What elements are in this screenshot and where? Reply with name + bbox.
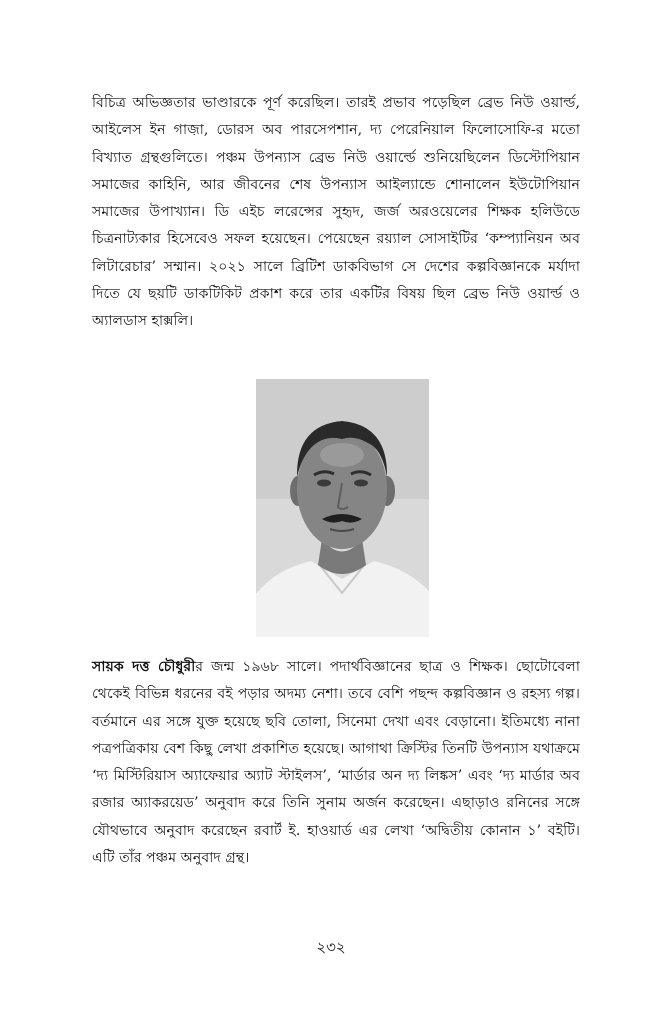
author-bio-text: র জন্ম ১৯৬৮ সালে। পদার্থবিজ্ঞানের ছাত্র ও শিক্ষক। ছোটোবেলা থেকেই বিভিন্ন ধরনের বই পড়ার অদম্য নেশা। তবে বেশি পছন্দ কল্পবিজ্ঞান ও রহস্য গল্প। বর্তমানে এর সঙ্গে যুক্ত হয়েছে ছবি তোলা, সিনেমা দেখা এবং বেড়ানো। ইতিমধ্যে নানা পত্রপত্রিকায় বেশ কিছু লেখা প্রকাশিত হয়েছে। আগাথা ক্রিস্টির তিনটি উপন্যাস যথাক্রমে ‘দ্য মিস্টিরিয়াস অ্যাফেয়ার অ্যাট স্টাইলস’, ‘মার্ডার অন দ্য লিঙ্কস’ এবং ‘দ্য মার্ডার অব রজার অ্যাকরয়েড’ অনুবাদ করে তিনি সুনাম অর্জন করেছেন। এছাড়াও রনিনের সঙ্গে যৌথভাবে অনুবাদ করেছেন রবার্ট ই. হাওয়ার্ড এর লেখা ‘অদ্বিতীয় কোনান ১’ বইটি। এটি তাঁর পঞ্চম অনুবাদ গ্রন্থ। [92, 659, 580, 867]
biography-paragraph-huxley: বিচিত্র অভিজ্ঞতার ভাণ্ডারকে পূর্ণ করেছিল। তারই প্রভাব পড়েছিল ব্রেভ নিউ ওয়ার্ল্ড, আইলেস ইন গাজ়া, ডোরস অব পারসেপশান, দ্য পেরেনিয়াল ফিলোসোফি-র মতো বিখ্যাত গ্রন্থগুলিতে। পঞ্চম উপন্যাস ব্রেভ নিউ ওয়ার্ল্ডে শুনিয়েছিলেন ডিস্টোপিয়ান সমাজের কাহিনি, আর জীবনের শেষ উপন্যাস আইল্যান্ডে শোনালেন ইউটোপিয়ান সমাজের উপাখ্যান। ডি এইচ লরেন্সের সুহৃদ, জর্জ অরওয়েলের শিক্ষক হলিউডে চিত্রনাট্যকার হিসেবেও সফল হয়েছেন। পেয়েছেন রয়্যাল সোসাইটির ‘কম্প্যানিয়ন অব লিটারেচার’ সম্মান। ২০২১ সালে ব্রিটিশ ডাকবিভাগ সে দেশের কল্পবিজ্ঞানকে মর্যাদা দিতে যে ছয়টি ডাকটিকিট প্রকাশ করে তার একটির বিষয় ছিল ব্রেভ নিউ ওয়ার্ল্ড ও অ্যালডাস হাক্সলি। [92, 95, 580, 330]
page-number: ২৩২ [316, 938, 346, 956]
author-photo [256, 379, 429, 637]
author-name: সায়ক দত্ত চৌধুরী [92, 659, 196, 675]
biography-paragraph-translator [92, 654, 580, 872]
